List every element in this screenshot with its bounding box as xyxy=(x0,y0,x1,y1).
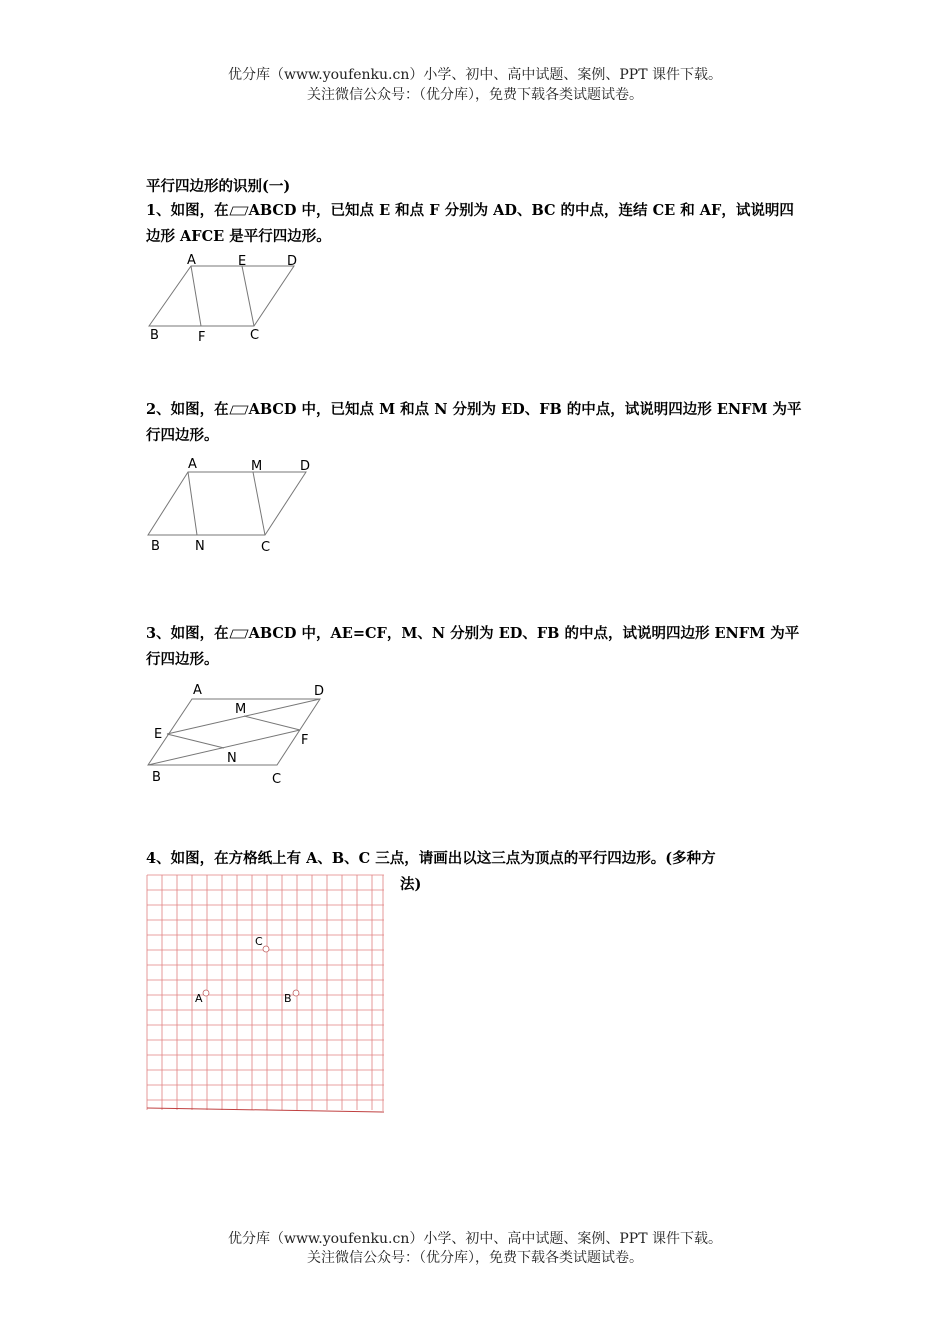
grid-label-b: B xyxy=(284,992,292,1005)
page-title: 平行四边形的识别(一) xyxy=(146,178,291,195)
question-2-text: ABCD 中，已知点 M 和点 N 分别为 ED、FB 的中点，试说明四边形 ENFM 为平行四边形。 xyxy=(146,401,802,444)
figure-3-line-en xyxy=(167,734,224,748)
parallelogram-symbol-icon xyxy=(229,629,249,639)
figure-1-label-f: F xyxy=(198,330,206,345)
point-b-marker xyxy=(293,990,299,996)
figure-3-label-n: N xyxy=(227,751,237,766)
question-2 xyxy=(146,397,808,449)
figure-3-label-m: M xyxy=(235,702,247,717)
figure-2-label-m: M xyxy=(251,459,263,474)
header-line-1: 优分库（www.youfenku.cn）小学、初中、高中试题、案例、PPT 课件下载。 xyxy=(227,67,722,83)
figure-3-label-e: E xyxy=(154,727,163,742)
question-2-prefix: 2、如图，在 xyxy=(146,401,229,418)
figure-2-label-n: N xyxy=(195,539,205,554)
figure-2-label-b: B xyxy=(151,539,160,554)
figure-1-label-e: E xyxy=(238,254,247,269)
figure-1-label-c: C xyxy=(250,328,260,343)
figure-3 xyxy=(140,678,340,788)
question-4 xyxy=(146,846,808,872)
grid-label-c: C xyxy=(255,935,263,948)
footer-line-1: 优分库（www.youfenku.cn）小学、初中、高中试题、案例、PPT 课件下载。 xyxy=(227,1231,722,1247)
question-3-prefix: 3、如图，在 xyxy=(146,625,229,642)
grid-bottom-edge xyxy=(147,1108,384,1112)
question-3-text: ABCD 中，AE=CF，M、N 分别为 ED、FB 的中点，试说明四边形 ENFM 为平行四边形。 xyxy=(146,625,800,668)
grid-paper xyxy=(146,874,386,1114)
figure-3-label-c: C xyxy=(272,772,282,787)
figure-2-parallelogram xyxy=(148,472,306,535)
question-1 xyxy=(146,198,808,250)
figure-1-line-ce xyxy=(242,266,254,326)
parallelogram-symbol-icon xyxy=(229,405,249,415)
figure-3-line-mf xyxy=(244,716,300,730)
question-3 xyxy=(146,621,808,673)
figure-2-line-mc xyxy=(253,472,265,535)
figure-1-parallelogram xyxy=(149,266,294,326)
question-4-continuation: 法) xyxy=(400,876,422,893)
figure-3-label-f: F xyxy=(301,733,309,748)
figure-3-label-d: D xyxy=(314,684,325,699)
figure-1-line-af xyxy=(191,266,201,326)
figure-2-label-c: C xyxy=(261,540,271,555)
figure-2-label-a: A xyxy=(188,457,197,472)
header-line-2: 关注微信公众号：（优分库），免费下载各类试题试卷。 xyxy=(307,87,643,103)
figure-3-label-b: B xyxy=(152,770,161,785)
figure-1-label-a: A xyxy=(187,253,196,268)
footer-line-2: 关注微信公众号：（优分库），免费下载各类试题试卷。 xyxy=(307,1250,643,1266)
grid-label-a: A xyxy=(195,992,203,1005)
figure-1-label-b: B xyxy=(150,328,159,343)
figure-3-label-a: A xyxy=(193,683,202,698)
question-1-text: ABCD 中，已知点 E 和点 F 分别为 AD、BC 的中点，连结 CE 和 AF，试说明四边形 AFCE 是平行四边形。 xyxy=(146,202,794,245)
figure-1-label-d: D xyxy=(287,254,298,269)
point-a-marker xyxy=(203,990,209,996)
figure-2-label-d: D xyxy=(300,459,311,474)
figure-2-line-an xyxy=(188,472,197,535)
figure-2 xyxy=(140,455,320,555)
parallelogram-symbol-icon xyxy=(229,206,249,216)
point-c-marker xyxy=(263,946,269,952)
question-4-text-line-1: 4、如图，在方格纸上有 A、B、C 三点，请画出以这三点为顶点的平行四边形。(多种方 xyxy=(146,850,716,867)
question-1-prefix: 1、如图，在 xyxy=(146,202,229,219)
figure-1 xyxy=(140,250,310,345)
